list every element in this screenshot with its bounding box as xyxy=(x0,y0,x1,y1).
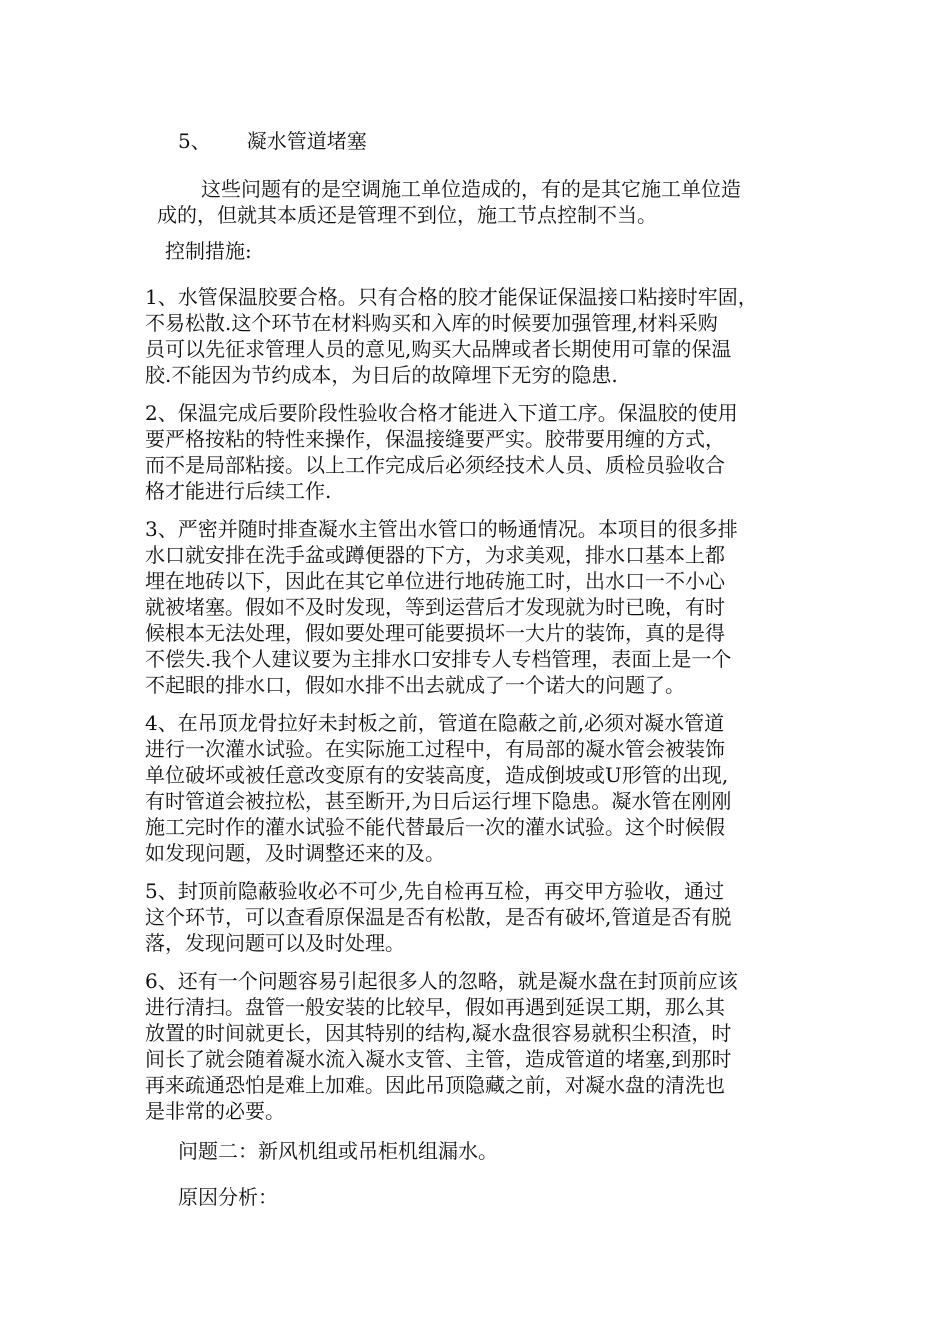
problem-two-heading: 问题二：新风机组或吊柜机组漏水。 xyxy=(178,1139,498,1163)
measure-line: 2、保温完成后要阶段性验收合格才能进入下道工序。保温胶的使用 xyxy=(145,401,738,425)
measure-line: 不起眼的排水口，假如水排不出去就成了一个诺大的问题了。 xyxy=(145,673,685,697)
measure-line: 5、封顶前隐蔽验收必不可少,先自检再互检，再交甲方验收，通过 xyxy=(145,879,725,903)
measure-item-2 xyxy=(145,400,810,504)
measure-item-1 xyxy=(145,284,810,388)
measure-item-4 xyxy=(145,710,810,866)
measure-line: 进行清扫。盘管一般安装的比较早，假如再遇到延误工期，那么其 xyxy=(145,995,725,1019)
measure-line: 候根本无法处理，假如要处理可能要损坏一大片的装饰，真的是得 xyxy=(145,621,725,645)
measure-line: 3、严密并随时排查凝水主管出水管口的畅通情况。本项目的很多排 xyxy=(145,517,738,541)
measure-item-3 xyxy=(145,516,810,698)
section-heading xyxy=(178,128,367,154)
measure-line: 员可以先征求管理人员的意见,购买大品牌或者长期使用可靠的保温 xyxy=(145,337,732,361)
measure-line: 4、在吊顶龙骨拉好未封板之前，管道在隐蔽之前,必须对凝水管道 xyxy=(145,711,725,735)
measure-line: 埋在地砖以下，因此在其它单位进行地砖施工时，出水口一不小心 xyxy=(145,569,725,593)
intro-line: 成的，但就其本质还是管理不到位，施工节点控制不当。 xyxy=(157,203,657,227)
intro-line: 这些问题有的是空调施工单位造成的，有的是其它施工单位造 xyxy=(201,177,741,201)
measure-line: 这个环节，可以查看原保温是否有松散，是否有破坏,管道是否有脱 xyxy=(145,905,732,929)
measure-line: 间长了就会随着凝水流入凝水支管、主管，造成管道的堵塞,到那时 xyxy=(145,1047,732,1071)
cause-label: 原因分析： xyxy=(178,1185,278,1209)
measure-line: 放置的时间就更长，因其特别的结构,凝水盘很容易就积尘积渣，时 xyxy=(145,1021,732,1045)
measure-line: 就被堵塞。假如不及时发现，等到运营后才发现就为时已晚，有时 xyxy=(145,595,725,619)
measure-line: 而不是局部粘接。以上工作完成后必须经技术人员、质检员验收合 xyxy=(145,453,725,477)
measure-item-5 xyxy=(145,878,810,956)
measure-line: 施工完时作的灌水试验不能代替最后一次的灌水试验。这个时候假 xyxy=(145,815,725,839)
measure-line: 1、水管保温胶要合格。只有合格的胶才能保证保温接口粘接时牢固， xyxy=(145,285,758,309)
control-label: 控制措施: xyxy=(165,239,252,263)
measure-line: 是非常的必要。 xyxy=(145,1099,285,1123)
measure-line: 有时管道会被拉松，甚至断开,为日后运行埋下隐患。凝水管在刚刚 xyxy=(145,789,732,813)
measure-line: 要严格按粘的特性来操作，保温接缝要严实。胶带要用缠的方式， xyxy=(145,427,725,451)
measure-line: 6、还有一个问题容易引起很多人的忽略，就是凝水盘在封顶前应该 xyxy=(145,969,738,993)
measure-line: 再来疏通恐怕是难上加难。因此吊顶隐藏之前，对凝水盘的清洗也 xyxy=(145,1073,725,1097)
measure-line: 格才能进行后续工作. xyxy=(145,479,332,503)
measure-line: 单位破坏或被任意改变原有的安装高度，造成倒坡或U形管的出现, xyxy=(145,763,729,787)
section-number: 5、 xyxy=(178,129,211,153)
measure-line: 进行一次灌水试验。在实际施工过程中，有局部的凝水管会被装饰 xyxy=(145,737,725,761)
measure-line: 胶.不能因为节约成本，为日后的故障埋下无穷的隐患. xyxy=(145,363,618,387)
measure-line: 不易松散.这个环节在材料购买和入库的时候要加强管理,材料采购 xyxy=(145,311,718,335)
measure-item-6 xyxy=(145,968,810,1124)
section-title: 凝水管道堵塞 xyxy=(246,129,367,153)
measure-line: 不偿失.我个人建议要为主排水口安排专人专档管理，表面上是一个 xyxy=(145,647,732,671)
intro-paragraph xyxy=(145,176,810,228)
measure-line: 如发现问题，及时调整还来的及。 xyxy=(145,841,445,865)
measure-line: 落，发现问题可以及时处理。 xyxy=(145,931,405,955)
measure-line: 水口就安排在洗手盆或蹲便器的下方，为求美观，排水口基本上都 xyxy=(145,543,725,567)
